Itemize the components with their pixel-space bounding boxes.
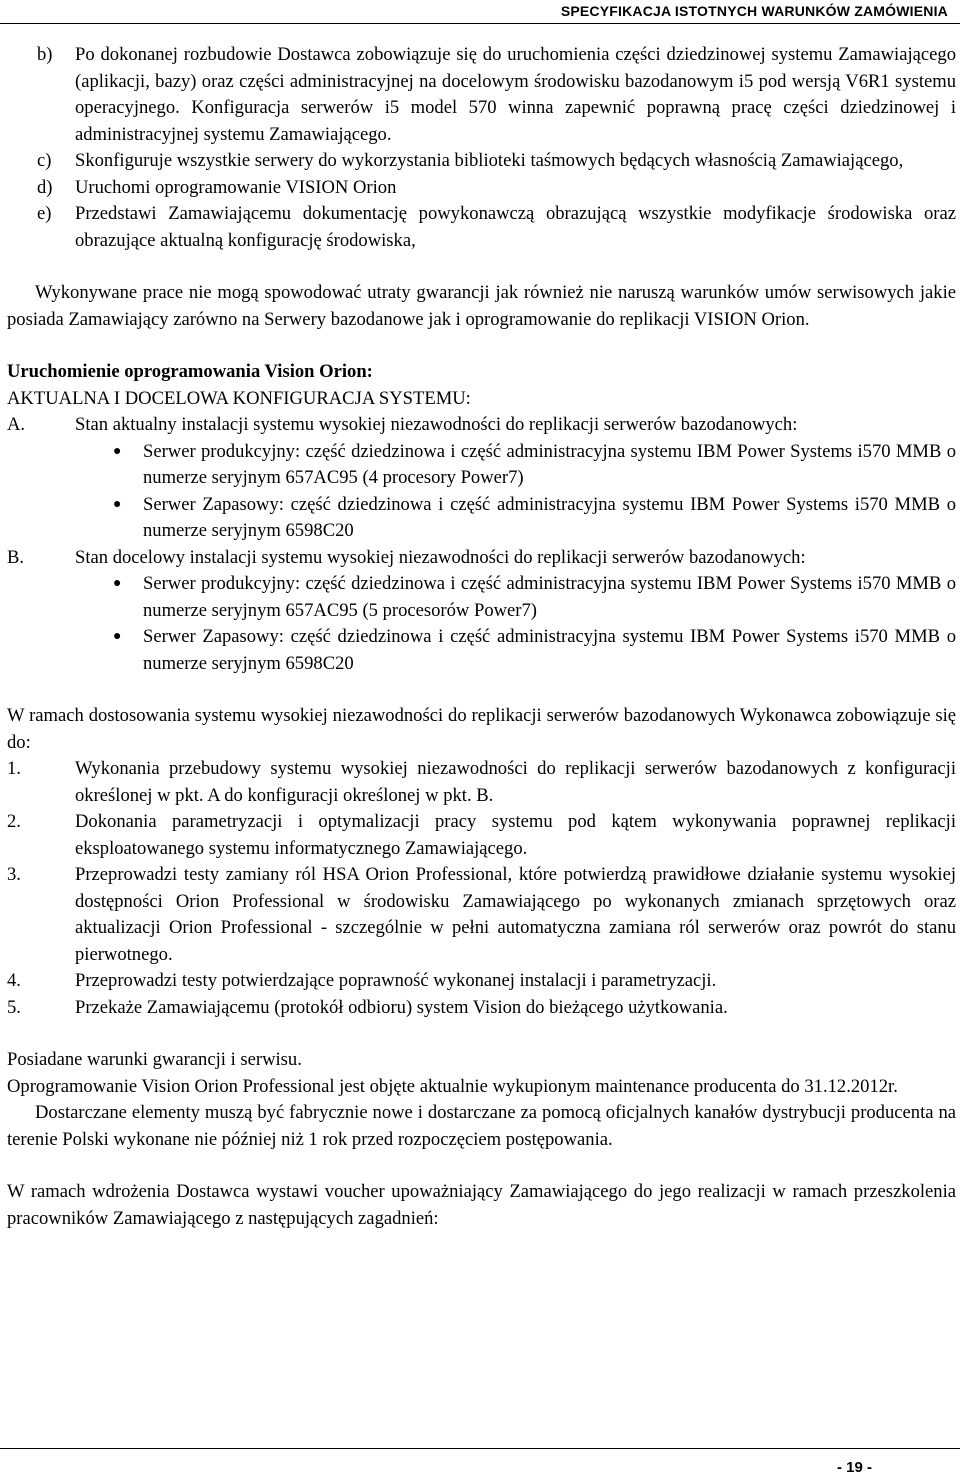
list-marker-e: e) — [37, 203, 52, 224]
paragraph-guarantee: Wykonywane prace nie mogą spowodować utraty gwarancji jak również nie naruszą warunków umów serwisowych jakie posiada Zamawiający zarówno na Serwery bazodanowe jak i oprogramowanie do replikacji VISION Orion. — [7, 282, 956, 330]
footer-rule — [0, 1448, 960, 1449]
delivery-text: Dostarczane elementy muszą być fabrycznie nowe i dostarczane za pomocą oficjalnych kanałów dystrybucji producenta na terenie Polski wykonane nie później niż 1 rok przed rozpoczęciem postępowania. — [7, 1102, 956, 1150]
list-text-b: Po dokonanej rozbudowie Dostawca zobowiązuje się do uruchomienia części dziedzinowej systemu Zamawiającego (aplikacji, bazy) oraz części administracyjnej na docelowym środowisku bazodanowym i5 pod wersją V6R1 systemu operacyjnego. Konfiguracja serwerów i5 model 570 winna zapewnić poprawną pracę części dziedzinowej i administracyjnej systemu Zamawiającego. — [75, 44, 956, 145]
state-b-text: Stan docelowy instalacji systemu wysokiej niezawodności do replikacji serwerów bazodanowych: — [75, 546, 806, 568]
bullet-icon: ● — [113, 496, 122, 512]
numbered-item-5 — [7, 995, 956, 1022]
state-a-marker: A. — [7, 414, 26, 435]
page-number: - 19 - — [836, 1459, 872, 1476]
list-text-d: Uruchomi oprogramowanie VISION Orion — [75, 176, 397, 198]
section-heading: Uruchomienie oprogramowania Vision Orion: — [7, 361, 373, 382]
header-title: SPECYFIKACJA ISTOTNYCH WARUNKÓW ZAMÓWIENIA — [560, 3, 948, 19]
state-b-bullet-2 — [113, 624, 956, 677]
numbered-marker: 2. — [7, 811, 21, 832]
numbered-text: Przekaże Zamawiającemu (protokół odbioru) system Vision do bieżącego użytkowania. — [75, 996, 728, 1018]
list-item-c — [7, 148, 956, 175]
bullet-icon: ● — [113, 629, 122, 644]
bullet-icon: ● — [113, 576, 122, 591]
list-marker-b: b) — [37, 44, 53, 65]
document-body — [7, 42, 956, 1232]
numbered-marker: 1. — [7, 758, 21, 779]
state-b-marker: B. — [7, 546, 25, 568]
state-b-bullet-1 — [113, 571, 956, 624]
state-a-text: Stan aktualny instalacji systemu wysokiej niezawodności do replikacji serwerów bazodanowych: — [75, 414, 798, 435]
state-a-bullet-2 — [113, 492, 956, 545]
state-b-bullet-1-text: Serwer produkcyjny: część dziedzinowa i część administracyjna systemu IBM Power Systems i570 MMB o numerze seryjnym 657AC95 (5 procesorów Power7) — [143, 573, 956, 621]
list-item-d — [7, 175, 956, 202]
list-marker-c: c) — [37, 150, 52, 171]
numbered-text: Przeprowadzi testy potwierdzające poprawność wykonanej instalacji i parametryzacji. — [75, 970, 717, 991]
numbered-text: Dokonania parametryzacji i optymalizacji pracy systemu pod kątem wykonywania poprawnej replikacji eksploatowanego systemu informatycznego Zamawiającego. — [75, 811, 956, 859]
list-text-c: Skonfiguruje wszystkie serwery do wykorzystania biblioteki taśmowych będących własnością Zamawiającego, — [75, 150, 904, 171]
paragraph-scope: W ramach dostosowania systemu wysokiej niezawodności do replikacji serwerów bazodanowych Wykonawca zobowiązuje się do: — [7, 705, 956, 753]
numbered-item-1 — [7, 756, 956, 809]
list-item-b — [7, 42, 956, 148]
list-item-e — [7, 201, 956, 254]
numbered-marker: 3. — [7, 864, 21, 885]
numbered-marker: 5. — [7, 996, 21, 1018]
warranty-heading: Posiadane warunki gwarancji i serwisu. — [7, 1049, 302, 1070]
numbered-item-4 — [7, 968, 956, 995]
numbered-item-3 — [7, 862, 956, 968]
state-a-bullet-1-text: Serwer produkcyjny: część dziedzinowa i część administracyjna systemu IBM Power Systems i570 MMB o numerze seryjnym 657AC95 (4 procesory Power7) — [143, 440, 956, 488]
list-marker-d: d) — [37, 176, 53, 198]
numbered-text: Wykonania przebudowy systemu wysokiej niezawodności do replikacji serwerów bazodanowych z konfiguracji określonej w pkt. A do konfiguracji określonej w pkt. B. — [75, 758, 956, 806]
state-a-bullet-2-text: Serwer Zapasowy: część dziedzinowa i część administracyjna systemu IBM Power Systems i570 MMB o numerze seryjnym 6598C20 — [143, 493, 956, 541]
state-b-bullet-2-text: Serwer Zapasowy: część dziedzinowa i część administracyjna systemu IBM Power Systems i570 MMB o numerze seryjnym 6598C20 — [143, 626, 956, 674]
numbered-marker: 4. — [7, 970, 21, 991]
state-a — [7, 412, 956, 439]
numbered-item-2 — [7, 809, 956, 862]
page-header — [0, 0, 960, 24]
section-subheading: AKTUALNA I DOCELOWA KONFIGURACJA SYSTEMU: — [7, 387, 471, 409]
numbered-text: Przeprowadzi testy zamiany ról HSA Orion Professional, które potwierdzą prawidłowe działanie systemu wysokiej dostępności Orion Professional w środowisku Zamawiającego po wykonanych zmianach sprzętowych oraz aktualizacji Orion Professional - szczególnie w pełni automatyczna zamiana ról serwerów oraz powrót do stanu pierwotnego. — [75, 864, 956, 965]
list-text-e: Przedstawi Zamawiającemu dokumentację powykonawczą obrazującą wszystkie modyfikacje środowiska oraz obrazujące aktualną konfigurację środowiska, — [75, 203, 956, 251]
state-a-bullet-1 — [113, 439, 956, 492]
bullet-icon: ● — [113, 443, 122, 459]
state-b — [7, 545, 956, 572]
header-rule — [0, 23, 960, 24]
warranty-text: Oprogramowanie Vision Orion Professional jest objęte aktualnie wykupionym maintenance producenta do 31.12.2012r. — [7, 1075, 898, 1097]
voucher-text: W ramach wdrożenia Dostawca wystawi voucher upoważniający Zamawiającego do jego realizacji w ramach przeszkolenia pracowników Zamawiającego z następujących zagadnień: — [7, 1181, 956, 1229]
